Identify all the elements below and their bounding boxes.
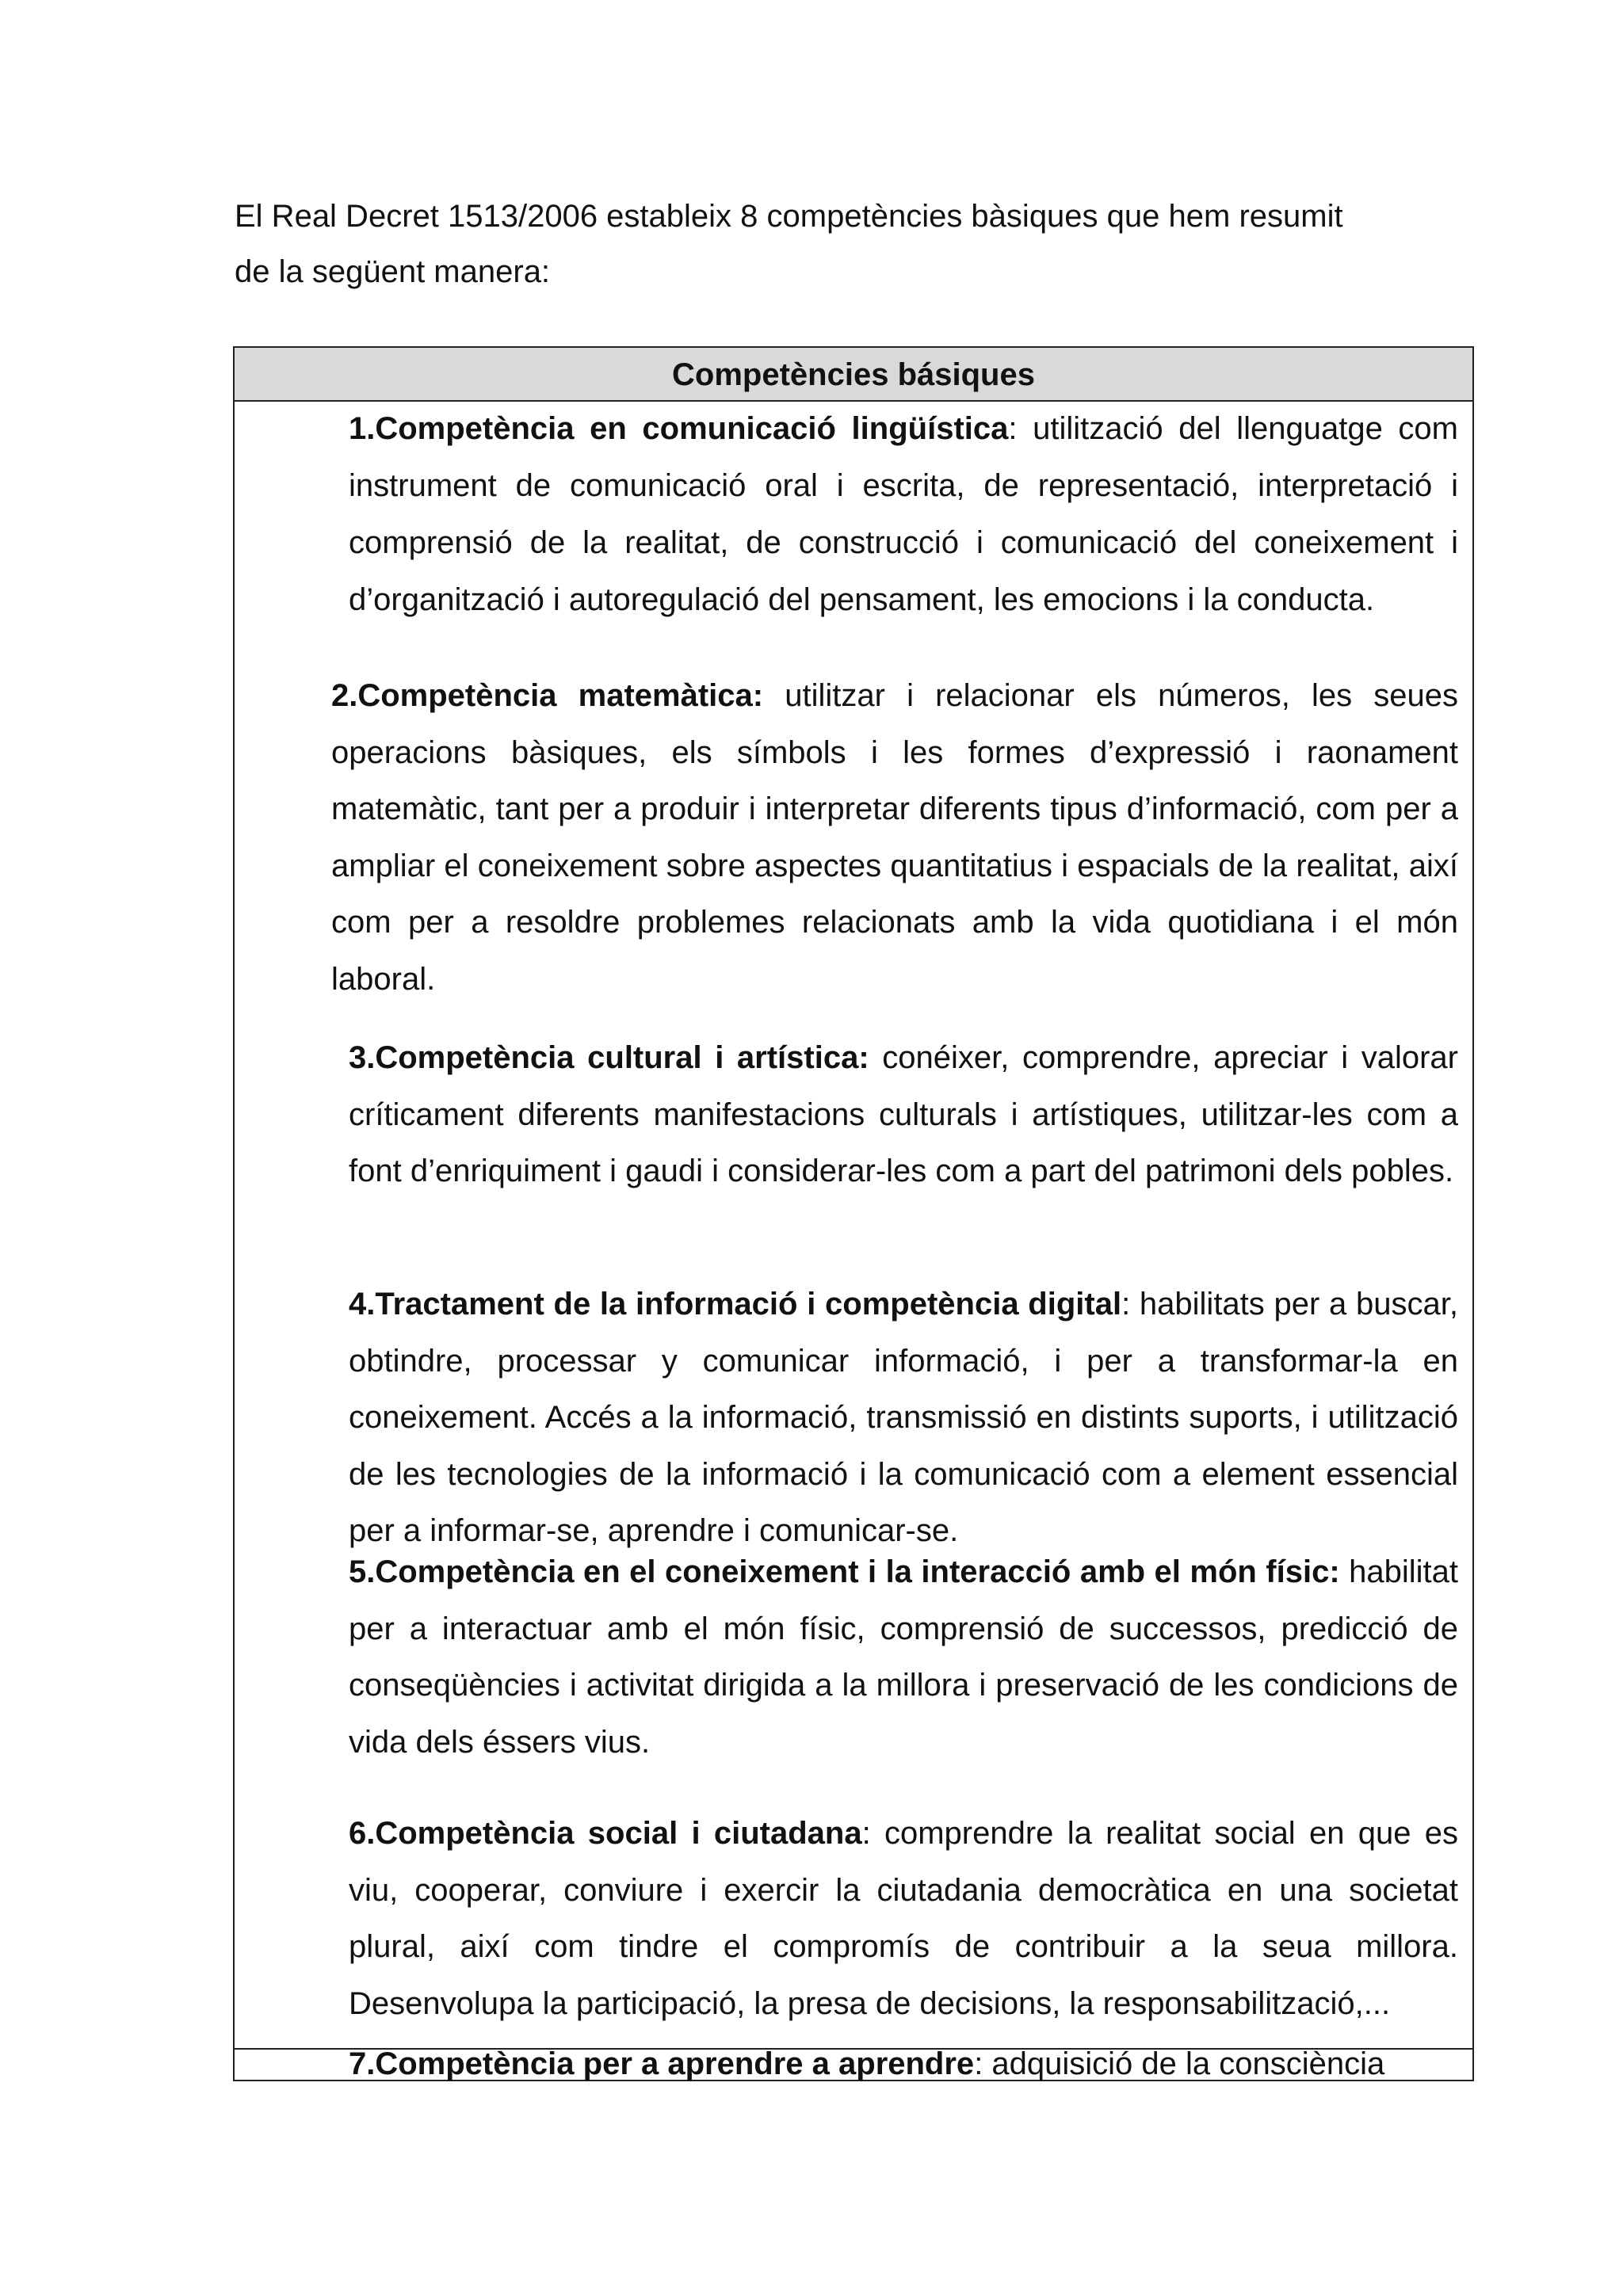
competence-item-4 (349, 1276, 1458, 1560)
competence-title-3: 3.Competència cultural i artística: (349, 1040, 869, 1075)
competence-item-5 (349, 1544, 1458, 1771)
competence-text-5: habilitat per a interactuar amb el món físic, comprensió de successos, predicció de conseqüències i activitat dirigida a la millora i preservació de les condicions de vida dels éssers vius. (349, 1554, 1458, 1760)
competence-title-5: 5.Competència en el coneixement i la interacció amb el món físic: (349, 1554, 1340, 1589)
competence-item-1 (349, 400, 1458, 628)
competence-text-3: conéixer, comprendre, apreciar i valorar críticament diferents manifestacions culturals i artístiques, utilitzar-les com a font d’enriquiment i gaudi i considerar-les com a part del patrimoni dels pobles. (349, 1040, 1458, 1188)
table-header: Competències básiques (235, 348, 1472, 402)
competence-title-1: 1.Competència en comunicació lingüística (349, 411, 1009, 446)
competence-text-4: : habilitats per a buscar, obtindre, processar y comunicar informació, i per a transformar-la en coneixement. Accés a la informació, transmissió en distints suports, i utilització de les tecnologies de la informació i la comunicació com a element essencial per a informar-se, aprendre i comunicar-se. (349, 1287, 1458, 1548)
intro-paragraph (235, 189, 1439, 299)
competence-title-6: 6.Competència social i ciutadana (349, 1816, 862, 1851)
competence-text-7: : adquisició de la consciència (974, 2046, 1385, 2081)
intro-line-1: El Real Decret 1513/2006 estableix 8 competències bàsiques que hem resumit (235, 199, 1343, 234)
competence-text-2: utilitzar i relacionar els números, les seues operacions bàsiques, els símbols i les formes d’expressió i raonament matemàtic, tant per a produir i interpretar diferents tipus d’informació, com per a ampliar el coneixement sobre aspectes quantitatius i espacials de la realitat, així com per a resoldre problemes relacionats amb la vida quotidiana i el món laboral. (331, 678, 1458, 997)
competence-item-3 (349, 1030, 1458, 1200)
competences-table (233, 346, 1474, 2081)
competence-text-6: : comprendre la realitat social en que es viu, cooperar, conviure i exercir la ciutadania democràtica en una societat plural, així com tindre el compromís de contribuir a la seua millora. Desenvolupa la participació, la presa de decisions, la responsabilització,... (349, 1816, 1458, 2021)
competence-text-1: : utilització del llenguatge com instrument de comunicació oral i escrita, de representació, interpretació i comprensió de la realitat, de construcció i comunicació del coneixement i d’organització i autoregulació del pensament, les emocions i la conducta. (349, 411, 1458, 617)
competence-item-2 (331, 668, 1458, 1008)
competence-title-2: 2.Competència matemàtica: (331, 678, 764, 713)
competence-title-4: 4.Tractament de la informació i competència digital (349, 1287, 1122, 1322)
competence-item-7 (349, 2042, 1458, 2086)
competence-title-7: 7.Competència per a aprendre a aprendre (349, 2046, 975, 2081)
intro-line-2: de la següent manera: (235, 254, 551, 289)
competence-item-6 (349, 1806, 1458, 2032)
